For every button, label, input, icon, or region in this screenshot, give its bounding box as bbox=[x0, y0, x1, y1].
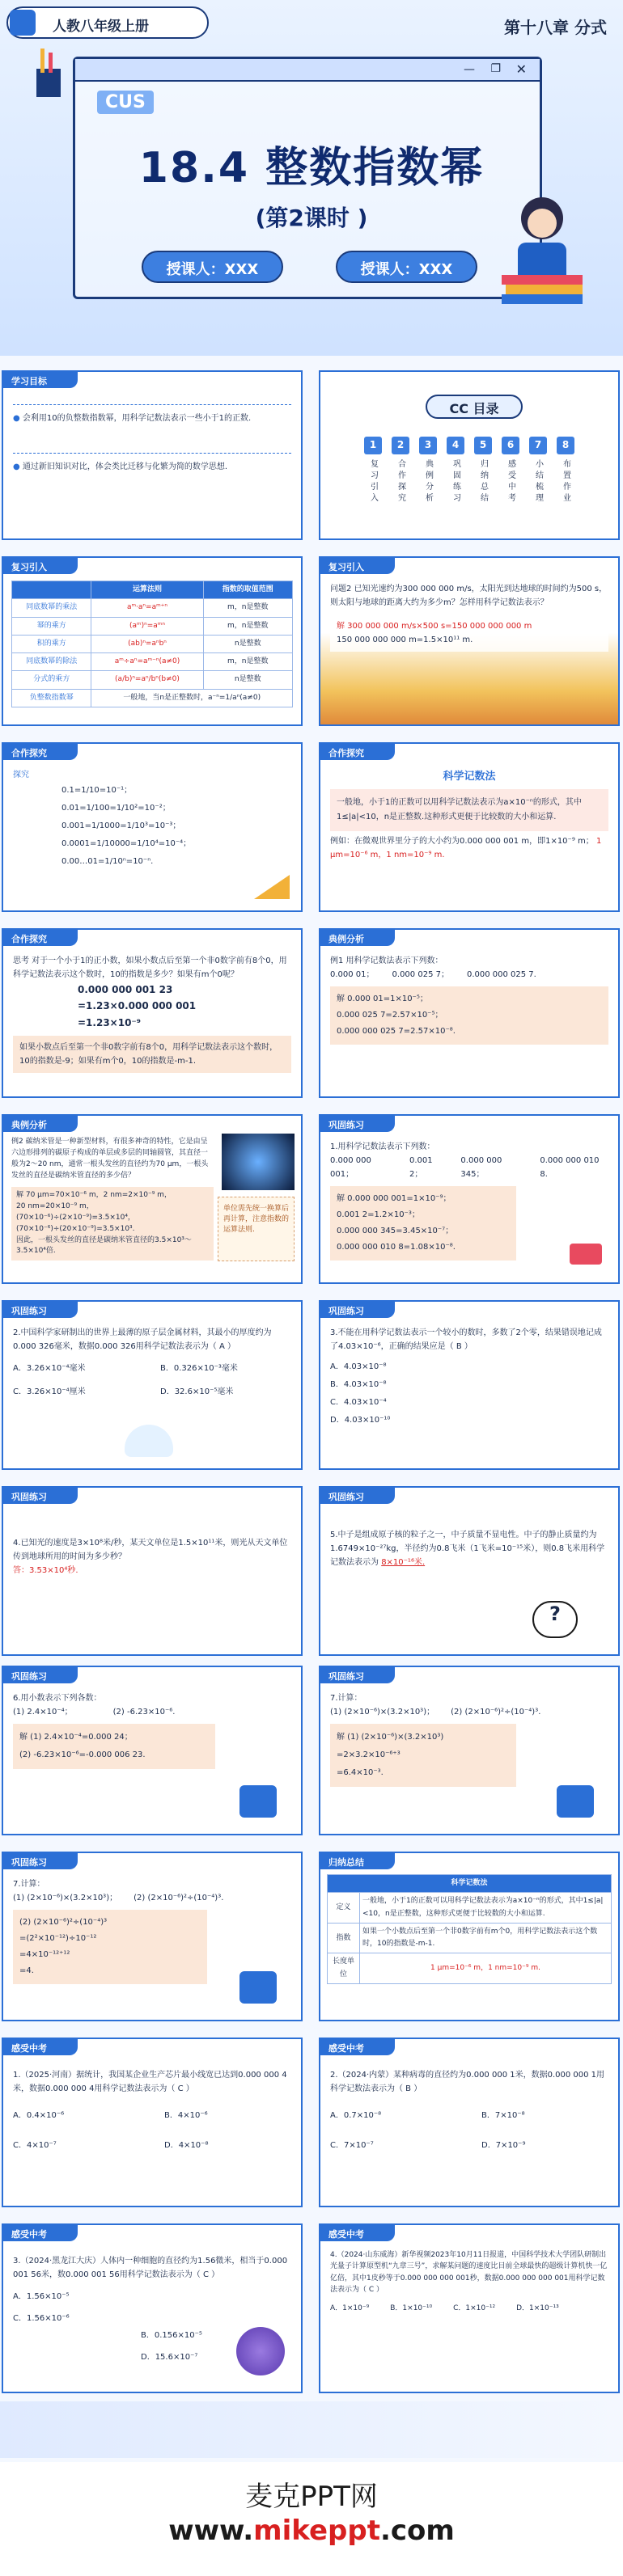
footer-brand: 麦克PPT网 bbox=[245, 2481, 378, 2513]
slide-header: 复习引入 bbox=[3, 558, 78, 574]
slide-header: 复习引入 bbox=[320, 558, 395, 574]
option-a[interactable]: A．4.03×10⁻⁸ bbox=[330, 1362, 387, 1371]
definition-title: 科学记数法 bbox=[443, 771, 496, 783]
options bbox=[330, 2303, 608, 2314]
slide-summary bbox=[319, 1852, 620, 2021]
option-b[interactable]: B．4×10⁻⁶ bbox=[164, 2111, 208, 2120]
slide-practice-2 bbox=[2, 1300, 303, 1470]
example-question: 例2 碳纳米管是一种新型材料，有很多神奇的特性，它是由呈六边形排列的碳原子构成的单层或多层的同轴圆管，其直径一般为2～20 nm，通常一根头发丝的直径约为70 μm，一根头发丝的直径是碳纳米管直径的多少倍？ bbox=[11, 1138, 209, 1180]
option-b[interactable]: B．0.326×10⁻³毫米 bbox=[160, 1364, 238, 1373]
slide-header: 归纳总结 bbox=[320, 1853, 395, 1869]
slide-practice-3 bbox=[319, 1300, 620, 1470]
slide-header: 合作探究 bbox=[3, 930, 78, 946]
slide-exam-1 bbox=[2, 2038, 303, 2207]
think-question: 思考 对于一个小于1的正小数，如果小数点后至第一个非0数字前有8个0，用科学记数法表示这个数时，10的指数是多少？如果有m个0呢？ bbox=[13, 956, 287, 979]
slide-header: 合作探究 bbox=[3, 744, 78, 760]
calculator-icon bbox=[239, 1785, 277, 1818]
options-right bbox=[141, 2329, 202, 2364]
slide-practice-7a bbox=[319, 1666, 620, 1835]
toc-item[interactable]: 1 复习引入 bbox=[364, 437, 382, 505]
definition-box: 一般地，小于1的正数可以用科学记数法表示为a×10⁻ⁿ的形式，其中1≤|a|<10，n是正整数.这种形式更便于比较数的大小和运算. bbox=[330, 789, 608, 831]
table-row: 幂的乘方 (aᵐ)ⁿ=aᵐⁿ m，n是整数 bbox=[12, 617, 293, 635]
slide-header: 典例分析 bbox=[320, 930, 395, 946]
slide-header: 巩固练习 bbox=[320, 1302, 395, 1318]
slide-explore-definition bbox=[319, 742, 620, 912]
slide-example-2 bbox=[2, 1114, 303, 1284]
bag-icon bbox=[570, 1244, 602, 1265]
slide-practice-1 bbox=[319, 1114, 620, 1284]
slide-header: 合作探究 bbox=[320, 744, 395, 760]
option-c[interactable]: C．4.03×10⁻⁴ bbox=[330, 1398, 387, 1407]
option-a[interactable]: A．1.56×10⁻⁵ bbox=[13, 2292, 70, 2301]
practice-question: 6.用小数表示下列各数： bbox=[13, 1694, 102, 1703]
grade-label: 人教八年级上册 bbox=[6, 6, 209, 39]
table-row: 指数 如果一个小数点后至第一个非0数字前有m个0，用科学记数法表示这个数时，10的指数是-m-1. bbox=[328, 1923, 612, 1953]
practice-items: (1) (2×10⁻⁶)×(3.2×10³)； (2) (2×10⁻⁶)²÷(10⁻⁴)³. bbox=[13, 1894, 224, 1902]
exam-question: 4.（2024·山东威海）新华视频2023年10月11日报道，中国科学技术大学团队研制出光量子计算原型机“九章三号”，求解某问题的速度比目前全球最快的超级计算机快一亿亿倍，其中1皮秒等于0.000 000 000 001秒，数据0.000 000 000 001用科学记数法表示为（ C ） bbox=[330, 2251, 608, 2295]
option-b[interactable]: B．7×10⁻⁸ bbox=[481, 2111, 525, 2120]
slide-practice-7b bbox=[2, 1852, 303, 2021]
options bbox=[13, 2109, 291, 2152]
practice-question: 4.已知光的速度是3×10⁸米/秒，某天文单位是1.5×10¹¹米，则光从天文单位传到地球所用的时间为多少秒？ bbox=[13, 1539, 288, 1561]
cover-slide bbox=[0, 0, 623, 356]
options bbox=[13, 1362, 291, 1399]
lecturer-pill-1: 授课人：XXX bbox=[142, 251, 283, 283]
table-row: 积的乘方 (ab)ⁿ=aⁿbⁿ n是整数 bbox=[12, 635, 293, 652]
practice-numbers: 0.000 000 001； 0.001 2； 0.000 000 345； 0.000 000 010 8. bbox=[330, 1156, 600, 1179]
option-c[interactable]: C．1.56×10⁻⁶ bbox=[13, 2314, 70, 2323]
book-icon bbox=[10, 10, 36, 36]
slide-header: 学习目标 bbox=[3, 372, 78, 388]
lecturer-pill-2: 授课人：XXX bbox=[336, 251, 477, 283]
calculator-icon bbox=[239, 1971, 277, 2004]
goal-2: ● 通过新旧知识对比，体会类比迁移与化繁为简的数学思想. bbox=[13, 453, 291, 474]
practice-question: 7.计算： bbox=[330, 1694, 362, 1703]
table-row: 分式的乘方 (a/b)ⁿ=aⁿ/bⁿ(b≠0) n是整数 bbox=[12, 671, 293, 689]
option-c[interactable]: C．3.26×10⁻⁴厘米 bbox=[13, 1387, 86, 1396]
exam-question: 1.（2025·河南）据统计，我国某企业生产芯片最小线宽已达到0.000 000 4米，数据0.000 000 4用科学记数法表示为（ C ） bbox=[13, 2071, 287, 2093]
slide-explore-think bbox=[2, 928, 303, 1098]
toc-item[interactable]: 2 合作探究 bbox=[392, 437, 409, 505]
exam-question: 2.（2024·内蒙）某种病毒的直径约为0.000 000 1米，数据0.000 000 1用科学记数法表示为（ B ） bbox=[330, 2071, 605, 2093]
toc-list bbox=[320, 437, 618, 505]
slide-review-table bbox=[2, 556, 303, 726]
goal-1: ● 会利用10的负整数指数幂，用科学记数法表示一些小于1的正数. bbox=[13, 404, 291, 425]
restore-icon: ❐ bbox=[490, 62, 501, 75]
slide-header: 感受中考 bbox=[320, 2225, 395, 2241]
slide-practice-6 bbox=[2, 1666, 303, 1835]
practice-answer: 答：3.53×10⁴秒. bbox=[13, 1566, 78, 1575]
example-answer: 解 70 μm=70×10⁻⁶ m，2 nm=2×10⁻⁹ m， 20 nm=20×10⁻⁹ m， (70×10⁻⁶)÷(2×10⁻⁹)=3.5×10⁴， (70×10⁻⁶)÷(20×10⁻⁹)=3.5×10³. 因此，一根头发丝的直径是碳纳米管直径的3.5×10³～3.5×10⁴倍. bbox=[11, 1187, 214, 1261]
slide-header: 典例分析 bbox=[3, 1116, 78, 1132]
practice-question: 1.用科学记数法表示下列数： bbox=[330, 1142, 435, 1151]
slide-header: 巩固练习 bbox=[3, 1667, 78, 1683]
practice-answer: 解 0.000 000 001=1×10⁻⁹； 0.001 2=1.2×10⁻³； 0.000 000 345=3.45×10⁻⁷； 0.000 000 010 8=1.08×10⁻⁸. bbox=[330, 1186, 516, 1261]
nanotube-image bbox=[222, 1134, 295, 1190]
table-row: 负整数指数幂 一般地，当n是正整数时，a⁻ⁿ=1/aⁿ(a≠0) bbox=[12, 689, 293, 707]
option-a[interactable]: A．0.7×10⁻⁸ bbox=[330, 2111, 382, 2120]
decoration-strip bbox=[0, 2401, 623, 2458]
page-subtitle: (第2课时 ) bbox=[255, 205, 368, 231]
question-text: 问题2 已知光速约为300 000 000 m/s，太阳光到达地球的时间约为500 s，则太阳与地球的距离大约为多少m？怎样用科学记数法表示？ bbox=[330, 585, 608, 607]
table-row: 同底数幂的乘法 aᵐ·aⁿ=aᵐ⁺ⁿ m，n是整数 bbox=[12, 599, 293, 617]
table-row: 同底数幂的除法 aᵐ÷aⁿ=aᵐ⁻ⁿ(a≠0) m，n是整数 bbox=[12, 653, 293, 671]
window-titlebar bbox=[75, 59, 540, 82]
table-row: 定义 一般地，小于1的正数可以用科学记数法表示为a×10⁻ⁿ的形式，其中1≤|a|<10，n是正整数，这种形式更便于比较数的大小和运算. bbox=[328, 1893, 612, 1924]
logo: CUS bbox=[97, 91, 154, 114]
summary-table: 科学记数法 定义 一般地，小于1的正数可以用科学记数法表示为a×10⁻ⁿ的形式，其中1≤|a|<10，n是正整数，这种形式更便于比较数的大小和运算. 指数 如果一个小数点后至第一个非0数字前有m个0，用科学记数法表示这个数时，10的指数是-m-1. 长度单位 1 μm=10⁻⁶ m，1 nm=10⁻⁹ m. bbox=[327, 1874, 612, 1984]
close-icon: ✕ bbox=[515, 61, 527, 77]
option-d[interactable]: D．4.03×10⁻¹⁰ bbox=[330, 1416, 391, 1425]
slide-learning-goals bbox=[2, 370, 303, 540]
option-d[interactable]: D．7×10⁻⁹ bbox=[481, 2141, 526, 2150]
slide-header: 感受中考 bbox=[320, 2039, 395, 2055]
explore-label: 探究 bbox=[13, 771, 29, 779]
option-d[interactable]: D．4×10⁻⁸ bbox=[164, 2141, 209, 2150]
page-title: 18.4 整数指数幂 bbox=[138, 144, 485, 192]
minimize-icon: — bbox=[464, 63, 475, 76]
toc-item[interactable]: 8 布置作业 bbox=[557, 437, 574, 505]
option-c[interactable]: C．1×10⁻¹² bbox=[453, 2304, 496, 2312]
student-with-books-illustration bbox=[485, 186, 599, 307]
slide-header: 感受中考 bbox=[3, 2225, 78, 2241]
example-question: 例1 用科学记数法表示下列数： bbox=[330, 956, 443, 965]
slide-practice-4 bbox=[2, 1486, 303, 1656]
option-b[interactable]: B．4.03×10⁻⁸ bbox=[330, 1380, 387, 1389]
practice-answer: 解 (1) 2.4×10⁻⁴=0.000 24； (2) -6.23×10⁻⁶=-0.000 006 23. bbox=[13, 1724, 215, 1769]
think-work: 0.000 000 001 23 =1.23×0.000 000 001 =1.23×10⁻⁹ bbox=[78, 984, 197, 1028]
bowl-illustration bbox=[125, 1425, 173, 1457]
slide-practice-5 bbox=[319, 1486, 620, 1656]
option-a[interactable]: A．3.26×10⁻⁴毫米 bbox=[13, 1364, 86, 1373]
practice-question: 7.计算： bbox=[13, 1880, 45, 1889]
option-c[interactable]: C．7×10⁻⁷ bbox=[330, 2141, 374, 2150]
toc-item[interactable]: 5 归纳总结 bbox=[474, 437, 492, 505]
option-d[interactable]: D．32.6×10⁻⁵毫米 bbox=[160, 1387, 234, 1396]
slide-header: 巩固练习 bbox=[3, 1853, 78, 1869]
slide-review-question bbox=[319, 556, 620, 726]
answer-box: 解 300 000 000 m/s×500 s=150 000 000 000 m 150 000 000 000 m=1.5×10¹¹ m. bbox=[330, 614, 608, 652]
slide-explore-1 bbox=[2, 742, 303, 912]
slide-header: 巩固练习 bbox=[320, 1488, 395, 1504]
calculator-icon bbox=[557, 1785, 594, 1818]
option-b[interactable]: B．1×10⁻¹⁰ bbox=[390, 2304, 433, 2312]
pencil-cup-illustration bbox=[24, 49, 73, 97]
practice-question: 2.中国科学家研制出的世界上最薄的原子层金属材料，其最小的厚度约为0.000 326毫米，数据0.000 326用科学记数法表示为（ A ） bbox=[13, 1328, 272, 1351]
explore-lines: 0.1=1/10=10⁻¹； 0.01=1/100=1/10²=10⁻²； 0.001=1/1000=1/10³=10⁻³； 0.0001=1/10000=1/10⁴=10⁻⁴； 0.00…01=1/10ⁿ=10⁻ⁿ. bbox=[61, 786, 192, 866]
slide-header: 巩固练习 bbox=[3, 1488, 78, 1504]
toc-title: CC 目录 bbox=[426, 395, 523, 419]
option-c[interactable]: C．4×10⁻⁷ bbox=[13, 2141, 57, 2150]
toc-item[interactable]: 3 典例分析 bbox=[419, 437, 437, 505]
slide-exam-3 bbox=[2, 2223, 303, 2393]
practice-answer: 8×10⁻¹⁶米. bbox=[381, 1558, 426, 1567]
table-row: 长度单位 1 μm=10⁻⁶ m，1 nm=10⁻⁹ m. bbox=[328, 1953, 612, 1984]
slide-example-1 bbox=[319, 928, 620, 1098]
practice-items: (1) 2.4×10⁻⁴； (2) -6.23×10⁻⁶. bbox=[13, 1708, 176, 1717]
slide-header: 巩固练习 bbox=[320, 1116, 395, 1132]
toc-item[interactable]: 6 感受中考 bbox=[502, 437, 519, 505]
example-numbers: 0.000 01； 0.000 025 7； 0.000 000 025 7. bbox=[330, 970, 536, 979]
slide-exam-4 bbox=[319, 2223, 620, 2393]
options bbox=[330, 1358, 608, 1429]
option-a[interactable]: A．1×10⁻⁹ bbox=[330, 2304, 370, 2312]
option-b[interactable]: B．0.156×10⁻⁵ bbox=[141, 2331, 202, 2340]
toc-item[interactable]: 4 巩固练习 bbox=[447, 437, 464, 505]
rules-table: 运算法则 指数的取值范围 同底数幂的乘法 aᵐ·aⁿ=aᵐ⁺ⁿ m，n是整数 幂的乘方 (aᵐ)ⁿ=aᵐⁿ m，n是整数 积的乘方 (ab)ⁿ=aⁿbⁿ n是整数 同底数幂的除法 aᵐ÷aⁿ=aᵐ⁻ⁿ(a≠0) m，n是整数 分式的乘方 (a/b)ⁿ=aⁿ/bⁿ(b≠0) n是整数 负整数指数幂 一般地，当n是正整数时，a⁻ⁿ=1/aⁿ(a≠0) bbox=[11, 581, 293, 707]
practice-question: 5.中子是组成原子核的粒子之一，中子质量不显电性。中子的静止质量约为1.6749×10⁻²⁷kg，半径约为0.8飞米（1飞米=10⁻¹⁵米），则0.8飞米用科学记数法表示为 bbox=[330, 1531, 605, 1567]
question-bubble-icon: ? bbox=[532, 1601, 578, 1638]
slide-toc bbox=[319, 370, 620, 540]
chapter-label: 第十八章 分式 bbox=[504, 18, 607, 37]
options bbox=[330, 2109, 608, 2152]
think-note: 如果小数点后至第一个非0数字前有8个0，用科学记数法表示这个数时，10的指数是-9；如果有m个0，10的指数是-m-1. bbox=[13, 1036, 291, 1073]
toc-item[interactable]: 7 小结梳理 bbox=[529, 437, 547, 505]
cell-illustration bbox=[236, 2327, 285, 2375]
practice-items: (1) (2×10⁻⁶)×(3.2×10³)； (2) (2×10⁻⁶)²÷(10⁻⁴)³. bbox=[330, 1708, 541, 1717]
option-d[interactable]: D．15.6×10⁻⁷ bbox=[141, 2353, 198, 2362]
footer-url[interactable]: www.mikeppt.com bbox=[168, 2515, 455, 2547]
slide-exam-2 bbox=[319, 2038, 620, 2207]
options bbox=[13, 2290, 142, 2325]
definition-example: 例如：在微观世界里分子的大小约为0.000 000 001 m，即1×10⁻⁹ m； 1 μm=10⁻⁶ m，1 nm=10⁻⁹ m. bbox=[330, 837, 602, 860]
option-a[interactable]: A．0.4×10⁻⁶ bbox=[13, 2111, 65, 2120]
tip-note: 单位需先统一换算后再计算，注意指数的运算法则. bbox=[218, 1197, 295, 1261]
slide-header: 巩固练习 bbox=[320, 1667, 395, 1683]
slide-header: 巩固练习 bbox=[3, 1302, 78, 1318]
practice-answer: (2) (2×10⁻⁶)²÷(10⁻⁴)³ =(2²×10⁻¹²)÷10⁻¹² =4×10⁻¹²⁺¹² =4. bbox=[13, 1910, 207, 1984]
option-d[interactable]: D．1×10⁻¹³ bbox=[516, 2304, 559, 2312]
slide-header: 感受中考 bbox=[3, 2039, 78, 2055]
practice-answer: 解 (1) (2×10⁻⁶)×(3.2×10³) =2×3.2×10⁻⁶⁺³ =6.4×10⁻³. bbox=[330, 1724, 516, 1787]
example-answer: 解 0.000 01=1×10⁻⁵； 0.000 025 7=2.57×10⁻⁵； 0.000 000 025 7=2.57×10⁻⁸. bbox=[330, 986, 608, 1045]
practice-question: 3.不能在用科学记数法表示一个较小的数时，多数了2个零，结果错误地记成了4.03×10⁻⁶，正确的结果应是（ B ） bbox=[330, 1328, 602, 1351]
exam-question: 3.（2024·黑龙江大庆）人体内一种细胞的直径约为1.56微米，相当于0.000 001 56米，数0.000 001 56用科学记数法表示为（ C ） bbox=[13, 2257, 288, 2279]
